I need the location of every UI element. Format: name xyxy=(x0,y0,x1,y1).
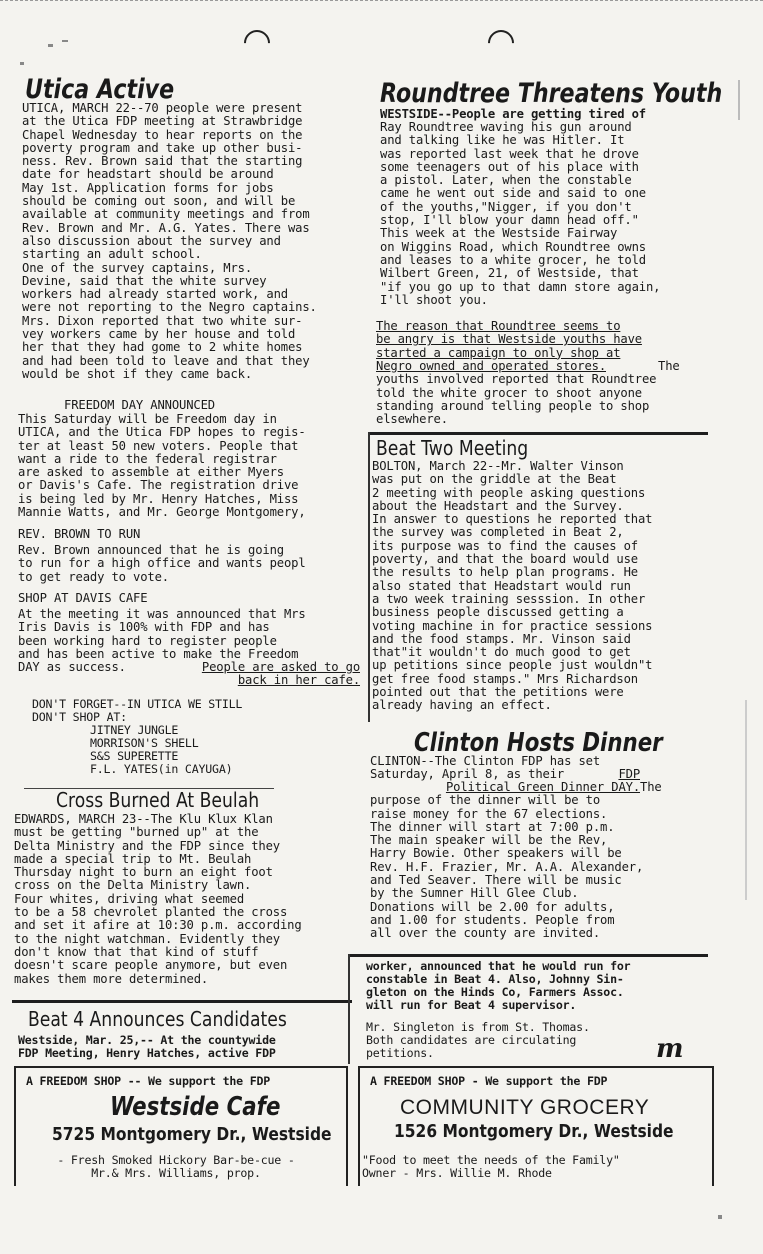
community-grocery-tagline: A FREEDOM SHOP - We support the FDP xyxy=(370,1074,608,1088)
cross-body: EDWARDS, MARCH 23--The Klu Klux Klan must be getting "burned up" at the Delta Ministry and the FDP since they made a special trip to Mt. Beulah Thursday night to burn an eight foot cross on the Delta Ministry lawn. Four whites, driving what seemed to be a 58 chevrolet planted the cross and set it afire at 10:30 p.m. according to the night watchman. Evidently they don't know that that kind of stuff doesn't scare people anymore, but even makes them more determined. xyxy=(14,812,302,986)
beat4-cont-body2: Mr. Singleton is from St. Thomas. Both candidates are circulating petitions. xyxy=(366,1020,590,1060)
brown-body: Rev. Brown announced that he is going to run for a high office and wants peopl to get ready to vote. xyxy=(18,543,306,584)
westside-cafe-address: 5725 Montgomery Dr., Westside xyxy=(52,1124,332,1145)
shop-item: F.L. YATES(in CAYUGA) xyxy=(90,761,233,776)
beat2-headline: Beat Two Meeting xyxy=(376,436,529,460)
beat4-cont-body: worker, announced that he would run for constable in Beat 4. Also, Johnny Sin- gleton on the Hinds Co, Farmers Assoc. will run for Beat 4 supervisor. xyxy=(366,959,631,1012)
binder-hole-left xyxy=(239,25,276,62)
beat2-body: BOLTON, March 22--Mr. Walter Vinson was put on the griddle at the Beat 2 meeting with people asking questions about the Headstart and the Survey. In answer to questions he reported that the survey was completed in Beat 2, its purpose was to find the causes of poverty, and that the board would use the results to help plan programs. He also stated that Headstart would run a two week training sesssion. In other business people discussed getting a voting machine in for practice sessions and the food stamps. Mr. Vinson said that"it wouldn't do much good to get up petitions since people just wouldn"t get free food stamps." Mrs Richardson pointed out that the petitions were already having an effect. xyxy=(372,459,653,713)
brown-heading: REV. BROWN TO RUN xyxy=(18,527,141,541)
clinton-headline: Clinton Hosts Dinner xyxy=(414,728,663,758)
beat2-left-border xyxy=(368,432,370,722)
roundtree-rule xyxy=(370,432,708,435)
roundtree-tail: The youths involved reported that Roundtree told the white grocer to shoot anyone standing around telling people to shop elsewhere. xyxy=(376,359,680,427)
handwritten-m: m xyxy=(656,1034,684,1064)
davis-heading: SHOP AT DAVIS CAFE xyxy=(18,591,148,605)
freedom-day-heading: FREEDOM DAY ANNOUNCED xyxy=(64,398,215,412)
shop-item: JITNEY JUNGLE xyxy=(90,723,179,737)
westside-cafe-footer: - Fresh Smoked Hickory Bar-be-cue - Mr.& Mrs. Williams, prop. xyxy=(57,1153,295,1180)
shop-list xyxy=(90,724,232,776)
utica-headline: Utica Active xyxy=(25,74,175,105)
community-grocery-footer: "Food to meet the needs of the Family" Owner - Mrs. Willie M. Rhode xyxy=(362,1153,620,1180)
community-grocery-name: COMMUNITY GROCERY xyxy=(400,1096,650,1119)
clinton-underlined: FDP Political Green Dinner DAY. xyxy=(445,767,640,795)
roundtree-headline: Roundtree Threatens Youth xyxy=(380,78,723,109)
beat4-headline: Beat 4 Announces Candidates xyxy=(28,1007,287,1031)
roundtree-underlined: The reason that Roundtree seems to be angry is that Westside youths have started a campaign to only shop at Negro owned and operated stores. xyxy=(376,319,642,373)
westside-cafe-tagline: A FREEDOM SHOP -- We support the FDP xyxy=(26,1074,271,1088)
davis-body: At the meeting it was announced that Mrs Iris Davis is 100% with FDP and has been working hard to register people and has been active to make the Freedom DAY as success. xyxy=(18,607,306,675)
clinton-body2: The purpose of the dinner will be to raise money for the 67 elections. The dinner will start at 7:00 p.m. The main speaker will be the Rev, Harry Bowie. Other speakers will be Rev. H.F. Frazier, Mr. A.A. Alexander, and Ted Seaver. There will be music by the Sumner Hill Glee Club. Donations will be 2.00 for adults, and 1.00 for students. People from all over the county are invited. xyxy=(370,780,662,941)
dont-forget-text: DON'T FORGET--IN UTICA WE STILL DON'T SHOP AT: xyxy=(32,697,243,724)
shop-item: MORRISON'S SHELL xyxy=(90,735,199,750)
utica-body: UTICA, MARCH 22--70 people were present at the Utica FDP meeting at Strawbridge Chapel Wednesday to hear reports on the poverty program and take up other busi- ness. Rev. Brown said that the starting date for headstart should be around May 1st. Application forms for jobs should be coming out soon, and will be available at community meetings and from Rev. Brown and Mr. A.G. Yates. There was also discussion about the survey and starting an adult school. One of the survey captains, Mrs. Devine, said that the white survey workers had already started work, and were not reporting to the Negro captains. Mrs. Dixon reported that two white sur- vey workers came by her house and told her that they had gome to 2 white homes and had been told to leave and that they would be shot if they came back. xyxy=(22,101,317,381)
binder-hole-right xyxy=(483,25,520,62)
davis-underlined: People are asked to go back in her cafe. xyxy=(201,660,360,688)
beat4-cont-left-border xyxy=(348,954,350,1064)
clinton-body1: CLINTON--The Clinton FDP has set Saturday, April 8, as their xyxy=(370,754,600,782)
top-dashed-border xyxy=(0,0,763,1)
left-rule xyxy=(12,1000,352,1003)
davis-underline-tail xyxy=(18,688,158,689)
westside-cafe-name: Westside Cafe xyxy=(110,1092,281,1122)
roundtree-lead: WESTSIDE--People are getting tired of xyxy=(380,107,646,121)
cross-headline: Cross Burned At Beulah xyxy=(56,788,260,812)
beat4-body: Westside, Mar. 25,-- At the countywide FDP Meeting, Henry Hatches, active FDP xyxy=(18,1033,276,1060)
community-grocery-address: 1526 Montgomery Dr., Westside xyxy=(394,1121,674,1142)
freedom-day-body: This Saturday will be Freedom day in UTICA, and the Utica FDP hopes to regis- ter at least 50 new voters. People that want a ride to the federal registrar are asked to assemble at either Myers or Davis's Cafe. The registration drive is being led by Mr. Henry Hatches, Miss Mannie Watts, and Mr. George Montgomery, xyxy=(18,412,306,520)
roundtree-body: Ray Roundtree waving his gun around and talking like he was Hitler. It was reported last week that he drove some teenagers out of his place with a pistol. Later, when the constable came he went out side and said to one of the youths,"Nigger, if you don't stop, I'll blow your damn head off." This week at the Westside Fairway on Wiggins Road, which Roundtree owns and leases to a white grocer, he told Wilbert Green, 21, of Westside, that "if you go up to that damn store again, I'll shoot you. xyxy=(380,120,661,307)
shop-item: S&S SUPERETTE xyxy=(90,748,179,763)
clinton-rule xyxy=(348,954,708,957)
